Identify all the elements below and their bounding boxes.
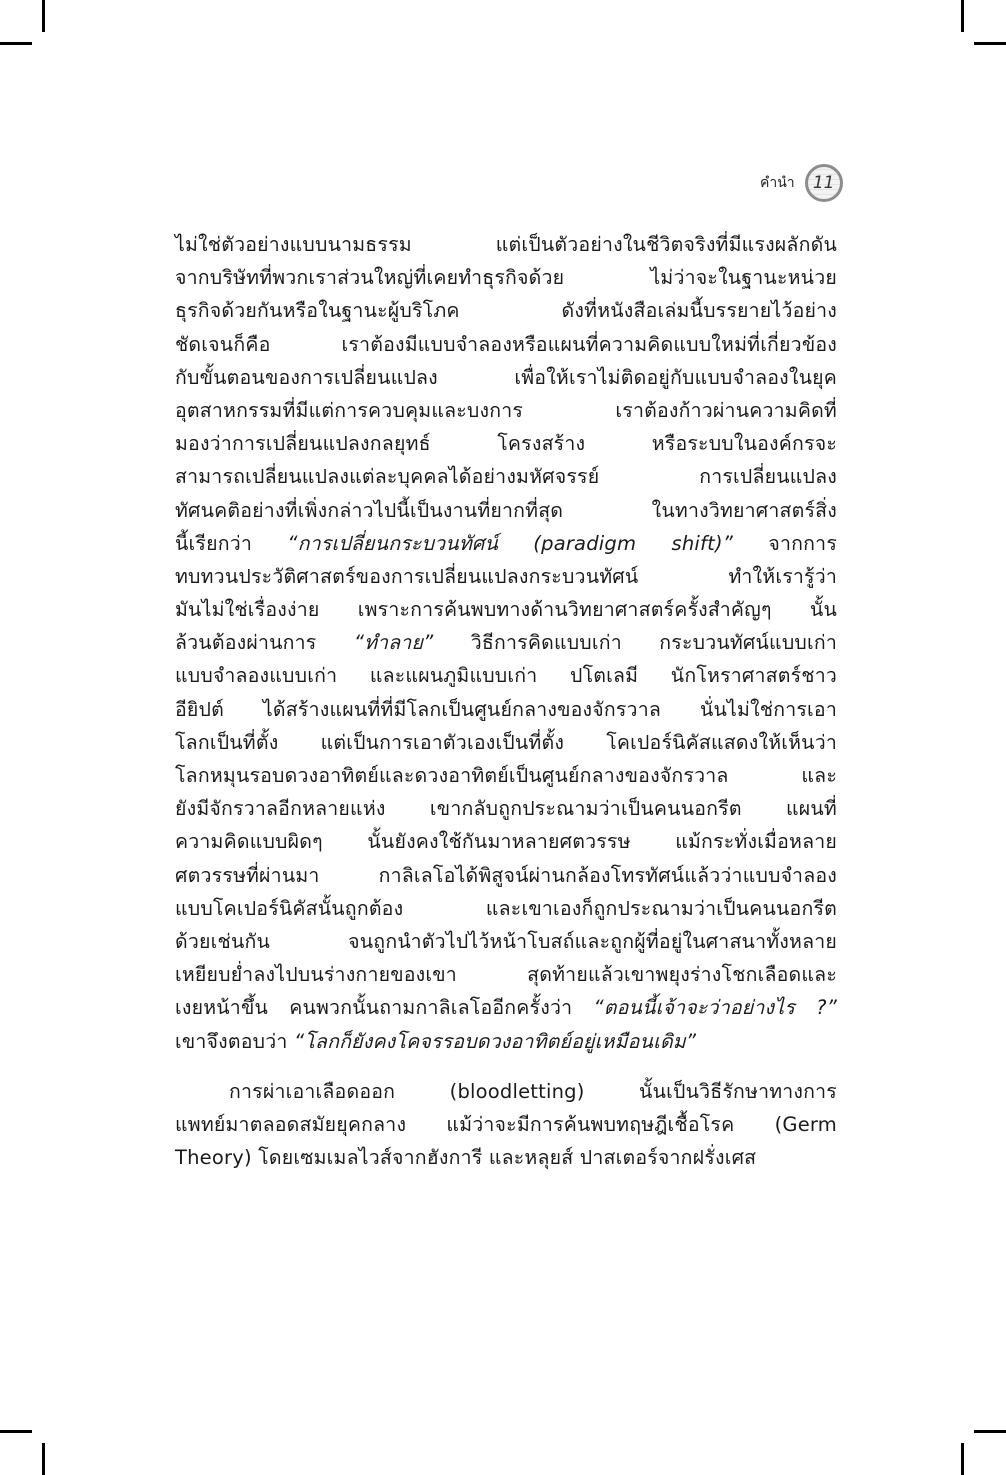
text-segment: ความคิดแบบผิดๆ นั้นยังคงใช้กันมาหลายศตวรรษ แม้กระทั่งเมื่อหลาย bbox=[175, 830, 837, 854]
text-line bbox=[175, 361, 837, 394]
text-line bbox=[175, 991, 837, 1024]
text-line bbox=[175, 560, 837, 593]
emphasized-text: “ทำลาย” bbox=[353, 631, 434, 655]
text-line bbox=[175, 494, 837, 527]
text-segment: เงยหน้าขึ้น คนพวกนั้นถามกาลิเลโออีกครั้งว่า bbox=[175, 996, 594, 1020]
text-line bbox=[175, 1025, 837, 1058]
text-segment: การผ่าเอาเลือดออก (bloodletting) นั้นเป็นวิธีรักษาทางการ bbox=[229, 1079, 837, 1103]
paragraph-gap bbox=[175, 1058, 837, 1075]
crop-mark-bottom-right-horizontal bbox=[974, 1430, 1006, 1433]
text-line bbox=[175, 859, 837, 892]
text-segment: ด้วยเช่นกัน จนถูกนำตัวไปไว้หน้าโบสถ์และถูกผู้ที่อยู่ในศาสนาทั้งหลาย bbox=[175, 929, 837, 953]
running-header bbox=[760, 166, 843, 200]
chapter-title: คำนำ bbox=[760, 175, 795, 191]
text-line bbox=[175, 460, 837, 493]
text-segment: โลกหมุนรอบดวงอาทิตย์และดวงอาทิตย์เป็นศูนย์กลางของจักรวาล และ bbox=[175, 764, 837, 787]
page-number-badge bbox=[805, 164, 843, 202]
text-line bbox=[175, 1075, 837, 1108]
text-segment: นี้เรียกว่า bbox=[175, 531, 288, 555]
text-segment: ชัดเจนก็คือ เราต้องมีแบบจำลองหรือแผนที่ความคิดแบบใหม่ที่เกี่ยวข้อง bbox=[175, 332, 837, 356]
text-segment: เหยียบย่ำลงไปบนร่างกายของเขา สุดท้ายแล้วเขาพยุงร่างโชกเลือดและ bbox=[175, 963, 837, 987]
paragraph bbox=[175, 228, 837, 1058]
paragraph bbox=[175, 1075, 837, 1175]
text-segment: ธุรกิจด้วยกันหรือในฐานะผู้บริโภค ดังที่หนังสือเล่มนี้บรรยายไว้อย่าง bbox=[175, 299, 837, 323]
text-line bbox=[175, 1108, 837, 1141]
text-line bbox=[175, 759, 837, 792]
text-line bbox=[175, 294, 837, 327]
text-segment: มองว่าการเปลี่ยนแปลงกลยุทธ์ โครงสร้าง หรือระบบในองค์กรจะ bbox=[175, 432, 837, 456]
text-line bbox=[175, 328, 837, 361]
text-segment: ไม่ใช่ตัวอย่างแบบนามธรรม แต่เป็นตัวอย่างในชีวิตจริงที่มีแรงผลักดัน bbox=[175, 233, 837, 256]
crop-mark-bottom-left-vertical bbox=[42, 1443, 45, 1475]
text-segment: ทัศนคติอย่างที่เพิ่งกล่าวไปนี้เป็นงานที่ยากที่สุด ในทางวิทยาศาสตร์สิ่ง bbox=[175, 498, 837, 522]
text-segment: แพทย์มาตลอดสมัยยุคกลาง แม้ว่าจะมีการค้นพบทฤษฎีเชื้อโรค (Germ bbox=[175, 1112, 837, 1136]
text-segment: อุตสาหกรรมที่มีแต่การควบคุมและบงการ เราต้องก้าวผ่านความคิดที่ bbox=[175, 398, 837, 422]
page-number: 11 bbox=[812, 173, 835, 193]
text-segment: เขาจึงตอบว่า bbox=[175, 1029, 294, 1053]
text-line bbox=[175, 427, 837, 460]
text-segment: จากการ bbox=[733, 531, 837, 555]
text-line bbox=[175, 825, 837, 858]
crop-mark-bottom-right-vertical bbox=[961, 1443, 964, 1475]
text-line bbox=[175, 527, 837, 560]
text-line bbox=[175, 958, 837, 991]
crop-mark-top-right-vertical bbox=[961, 0, 964, 32]
text-segment: ศตวรรษที่ผ่านมา กาลิเลโอได้พิสูจน์ผ่านกล้องโทรทัศน์แล้วว่าแบบจำลอง bbox=[175, 863, 837, 887]
emphasized-text: “โลกก็ยังคงโคจรรอบดวงอาทิตย์อยู่เหมือนเดิม” bbox=[293, 1029, 697, 1053]
text-line bbox=[175, 626, 837, 659]
text-segment: แบบจำลองแบบเก่า และแผนภูมิแบบเก่า ปโตเลมี นักโหราศาสตร์ชาว bbox=[175, 664, 837, 688]
text-line bbox=[175, 1141, 837, 1174]
text-line bbox=[175, 892, 837, 925]
text-segment: ทบทวนประวัติศาสตร์ของการเปลี่ยนแปลงกระบวนทัศน์ ทำให้เรารู้ว่า bbox=[175, 564, 837, 588]
text-segment: สามารถเปลี่ยนแปลงแต่ละบุคคลได้อย่างมหัศจรรย์ การเปลี่ยนแปลง bbox=[175, 465, 837, 489]
text-segment: กับขั้นตอนของการเปลี่ยนแปลง เพื่อให้เราไม่ติดอยู่กับแบบจำลองในยุค bbox=[175, 365, 837, 389]
crop-mark-top-right-horizontal bbox=[974, 42, 1006, 45]
text-line bbox=[175, 925, 837, 958]
text-line bbox=[175, 659, 837, 692]
text-line bbox=[175, 693, 837, 726]
body-text bbox=[175, 228, 837, 1174]
text-line bbox=[175, 228, 837, 261]
text-segment: ยังมีจักรวาลอีกหลายแห่ง เขากลับถูกประณามว่าเป็นคนนอกรีต แผนที่ bbox=[175, 797, 837, 821]
text-segment: โลกเป็นที่ตั้ง แต่เป็นการเอาตัวเองเป็นที่ตั้ง โคเปอร์นิคัสแสดงให้เห็นว่า bbox=[175, 730, 837, 754]
text-segment: Theory) โดยเซมเมลไวส์จากฮังการี และหลุยส์ ปาสเตอร์จากฝรั่งเศส bbox=[175, 1146, 757, 1170]
text-line bbox=[175, 726, 837, 759]
text-line bbox=[175, 792, 837, 825]
text-segment: ล้วนต้องผ่านการ bbox=[175, 631, 354, 655]
text-line bbox=[175, 593, 837, 626]
crop-mark-top-left-vertical bbox=[42, 0, 45, 32]
text-segment: วิธีการคิดแบบเก่า กระบวนทัศน์แบบเก่า bbox=[433, 631, 837, 655]
text-segment: มันไม่ใช่เรื่องง่าย เพราะการค้นพบทางด้านวิทยาศาสตร์ครั้งสำคัญๆ นั้น bbox=[175, 598, 837, 622]
crop-mark-top-left-horizontal bbox=[0, 42, 32, 45]
text-segment: อียิปต์ ได้สร้างแผนที่ที่มีโลกเป็นศูนย์กลางของจักรวาล นั่นไม่ใช่การเอา bbox=[175, 697, 837, 721]
text-line bbox=[175, 261, 837, 294]
crop-mark-bottom-left-horizontal bbox=[0, 1430, 32, 1433]
emphasized-text: “ตอนนี้เจ้าจะว่าอย่างไร ?” bbox=[593, 996, 838, 1020]
text-segment: แบบโคเปอร์นิคัสนั้นถูกต้อง และเขาเองก็ถูกประณามว่าเป็นคนนอกรีต bbox=[175, 896, 837, 920]
text-segment: จากบริษัทที่พวกเราส่วนใหญ่ที่เคยทำธุรกิจด้วย ไม่ว่าจะในฐานะหน่วย bbox=[175, 266, 837, 290]
emphasized-text: “การเปลี่ยนกระบวนทัศน์ (paradigm shift)” bbox=[287, 531, 734, 555]
text-line bbox=[175, 394, 837, 427]
